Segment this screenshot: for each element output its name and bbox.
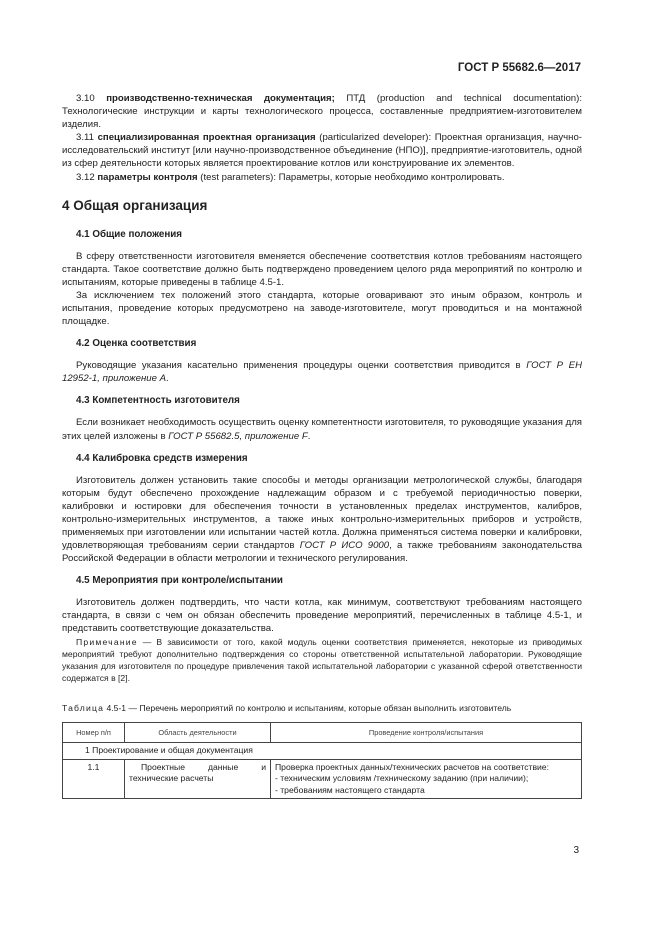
standard-reference: ГОСТ Р ЕН 12952-1, приложение А: [62, 360, 582, 385]
def-term: производственно-техническая документация;: [106, 93, 335, 104]
table-caption: [62, 702, 582, 714]
paragraph: В сферу ответственности изготовителя вменяется обеспечение соответствия котлов требованиям настоящего стандарта. Такое соответствие должно быть подтверждено проведением целого ряда мероприятий по контролю и испытаниям, которые приведены в таблице 4.5-1.: [62, 250, 582, 288]
paragraph: [62, 474, 582, 566]
paragraph-text: Руководящие указания касательно применения процедуры оценки соответствия приводится в: [76, 360, 527, 372]
section-title: 4 Общая организация: [62, 197, 208, 213]
group-label: 1 Проектирование и общая документация: [63, 743, 582, 760]
caption-text: 4.5-1 — Перечень мероприятий по контролю и испытаниям, которые обязан выполнить изготовитель: [104, 702, 512, 713]
definition-3-12: [62, 171, 582, 184]
row-number: 1.1: [63, 759, 125, 799]
paragraph: Изготовитель должен подтвердить, что части котла, как минимум, соответствуют требованиям настоящего стандарта, в связи с чем он обязан обеспечить проведение мероприятий, перечисленных в таблице 4.5-1, и представить соответствующие доказательства.: [62, 597, 582, 635]
definition-3-10: [62, 92, 582, 131]
paragraph-text: .: [307, 430, 311, 442]
subsection-title-4-4: 4.4 Калибровка средств измерения: [76, 452, 248, 464]
def-number: 3.11: [76, 132, 94, 144]
caption-label: Таблица: [62, 702, 105, 713]
standard-reference: ГОСТ Р 55682.5, приложение F: [168, 430, 308, 442]
subsection-title-4-2: 4.2 Оценка соответствия: [76, 338, 197, 350]
def-number: 3.10: [76, 93, 95, 104]
check-item: - требованиям настоящего стандарта: [275, 784, 425, 795]
note-text: — В зависимости от того, какой модуль оценки соответствия применяется, некоторые из приводимых мероприятий требуют дополнительно подтверждения со стороны ответственной испытательной лаборатории. Руководящие указания для изготовителя по процедуре привлечения такой испытательной лаборатории с указанной сферой ответственности содержатся в [2].: [62, 636, 582, 683]
paragraph: [62, 359, 582, 385]
subsection-title-4-3: 4.3 Компетентность изготовителя: [76, 395, 240, 407]
paragraph-text: .: [165, 373, 169, 385]
paragraph-text: Если возникает необходимость осуществить оценку компетентности изготовителя, то руководящие указания для этих целей изложены в: [62, 417, 582, 442]
table-row: [63, 759, 582, 799]
row-area: Проектные данные и технические расчеты: [125, 759, 271, 799]
page-content: [62, 92, 582, 799]
header-area: Область деятельности: [125, 722, 271, 743]
definition-3-11: [62, 131, 582, 170]
def-text: (particularized developer): Проектная организация, научно-исследовательский институт [или научно-производственное объединение (НПО)], предприятие-изготовитель, одной из сфер деятельности которых является проектирование котлов или конструирование их элементов.: [62, 132, 582, 170]
row-checks: [271, 759, 582, 799]
paragraph: За исключением тех положений этого стандарта, которые оговаривают это иным образом, контроль и испытания, проведение которых предусмотрено на заводе-изготовителе, могут проводиться и на монтажной площадке.: [62, 289, 582, 328]
table-header-row: [63, 722, 582, 743]
note-label: Примечание: [76, 636, 138, 647]
check-item: Проверка проектных данных/технических расчетов на соответствие:: [275, 761, 549, 772]
table-group-row: [63, 743, 582, 760]
def-text: ПТД (production and technical documentation): Технологические инструкции и карты технологического процесса, составленные предприятием-изготовителем изделия.: [62, 93, 583, 131]
header-checks: Проведение контроля/испытания: [271, 722, 582, 743]
standard-reference: ГОСТ Р ИСО 9000: [299, 540, 390, 552]
def-text: (test parameters): Параметры, которые необходимо контролировать.: [200, 171, 505, 183]
paragraph: [62, 416, 582, 442]
document-header: ГОСТ Р 55682.6—2017: [457, 62, 581, 74]
def-term: параметры контроля: [97, 171, 198, 183]
paragraph-text: Изготовитель должен установить такие способы и методы организации метрологической службы, благодаря которым будут обеспечено прохождение надлежащим образом и с требуемой периодичностью поверки, калибровки и юстировки для обеспечения точности в установленных пределах инструментов, калибров, контрольно-измерительных инструментов, а также иных контрольно-измерительных приборов и устройств, применяемых при изготовлении или испытании частей котла. Должна применяться система поверки и калибровки, удовлетворяющая требованиям серии стандартов: [62, 474, 582, 552]
paragraph-text: , а также требованиям законодательства Российской Федерации в области метрологии и технического регулирования.: [62, 540, 582, 565]
subsection-title-4-5: 4.5 Мероприятия при контроле/испытании: [76, 575, 283, 587]
header-number: Номер п/п: [63, 722, 125, 743]
def-term: специализированная проектная организация: [97, 132, 316, 144]
check-item: - техническим условиям /техническому заданию (при наличии);: [275, 773, 529, 784]
measures-table: [62, 722, 582, 800]
note: [62, 636, 582, 684]
page-number: 3: [573, 845, 579, 856]
def-number: 3.12: [76, 171, 95, 183]
subsection-title-4-1: 4.1 Общие положения: [76, 228, 183, 240]
